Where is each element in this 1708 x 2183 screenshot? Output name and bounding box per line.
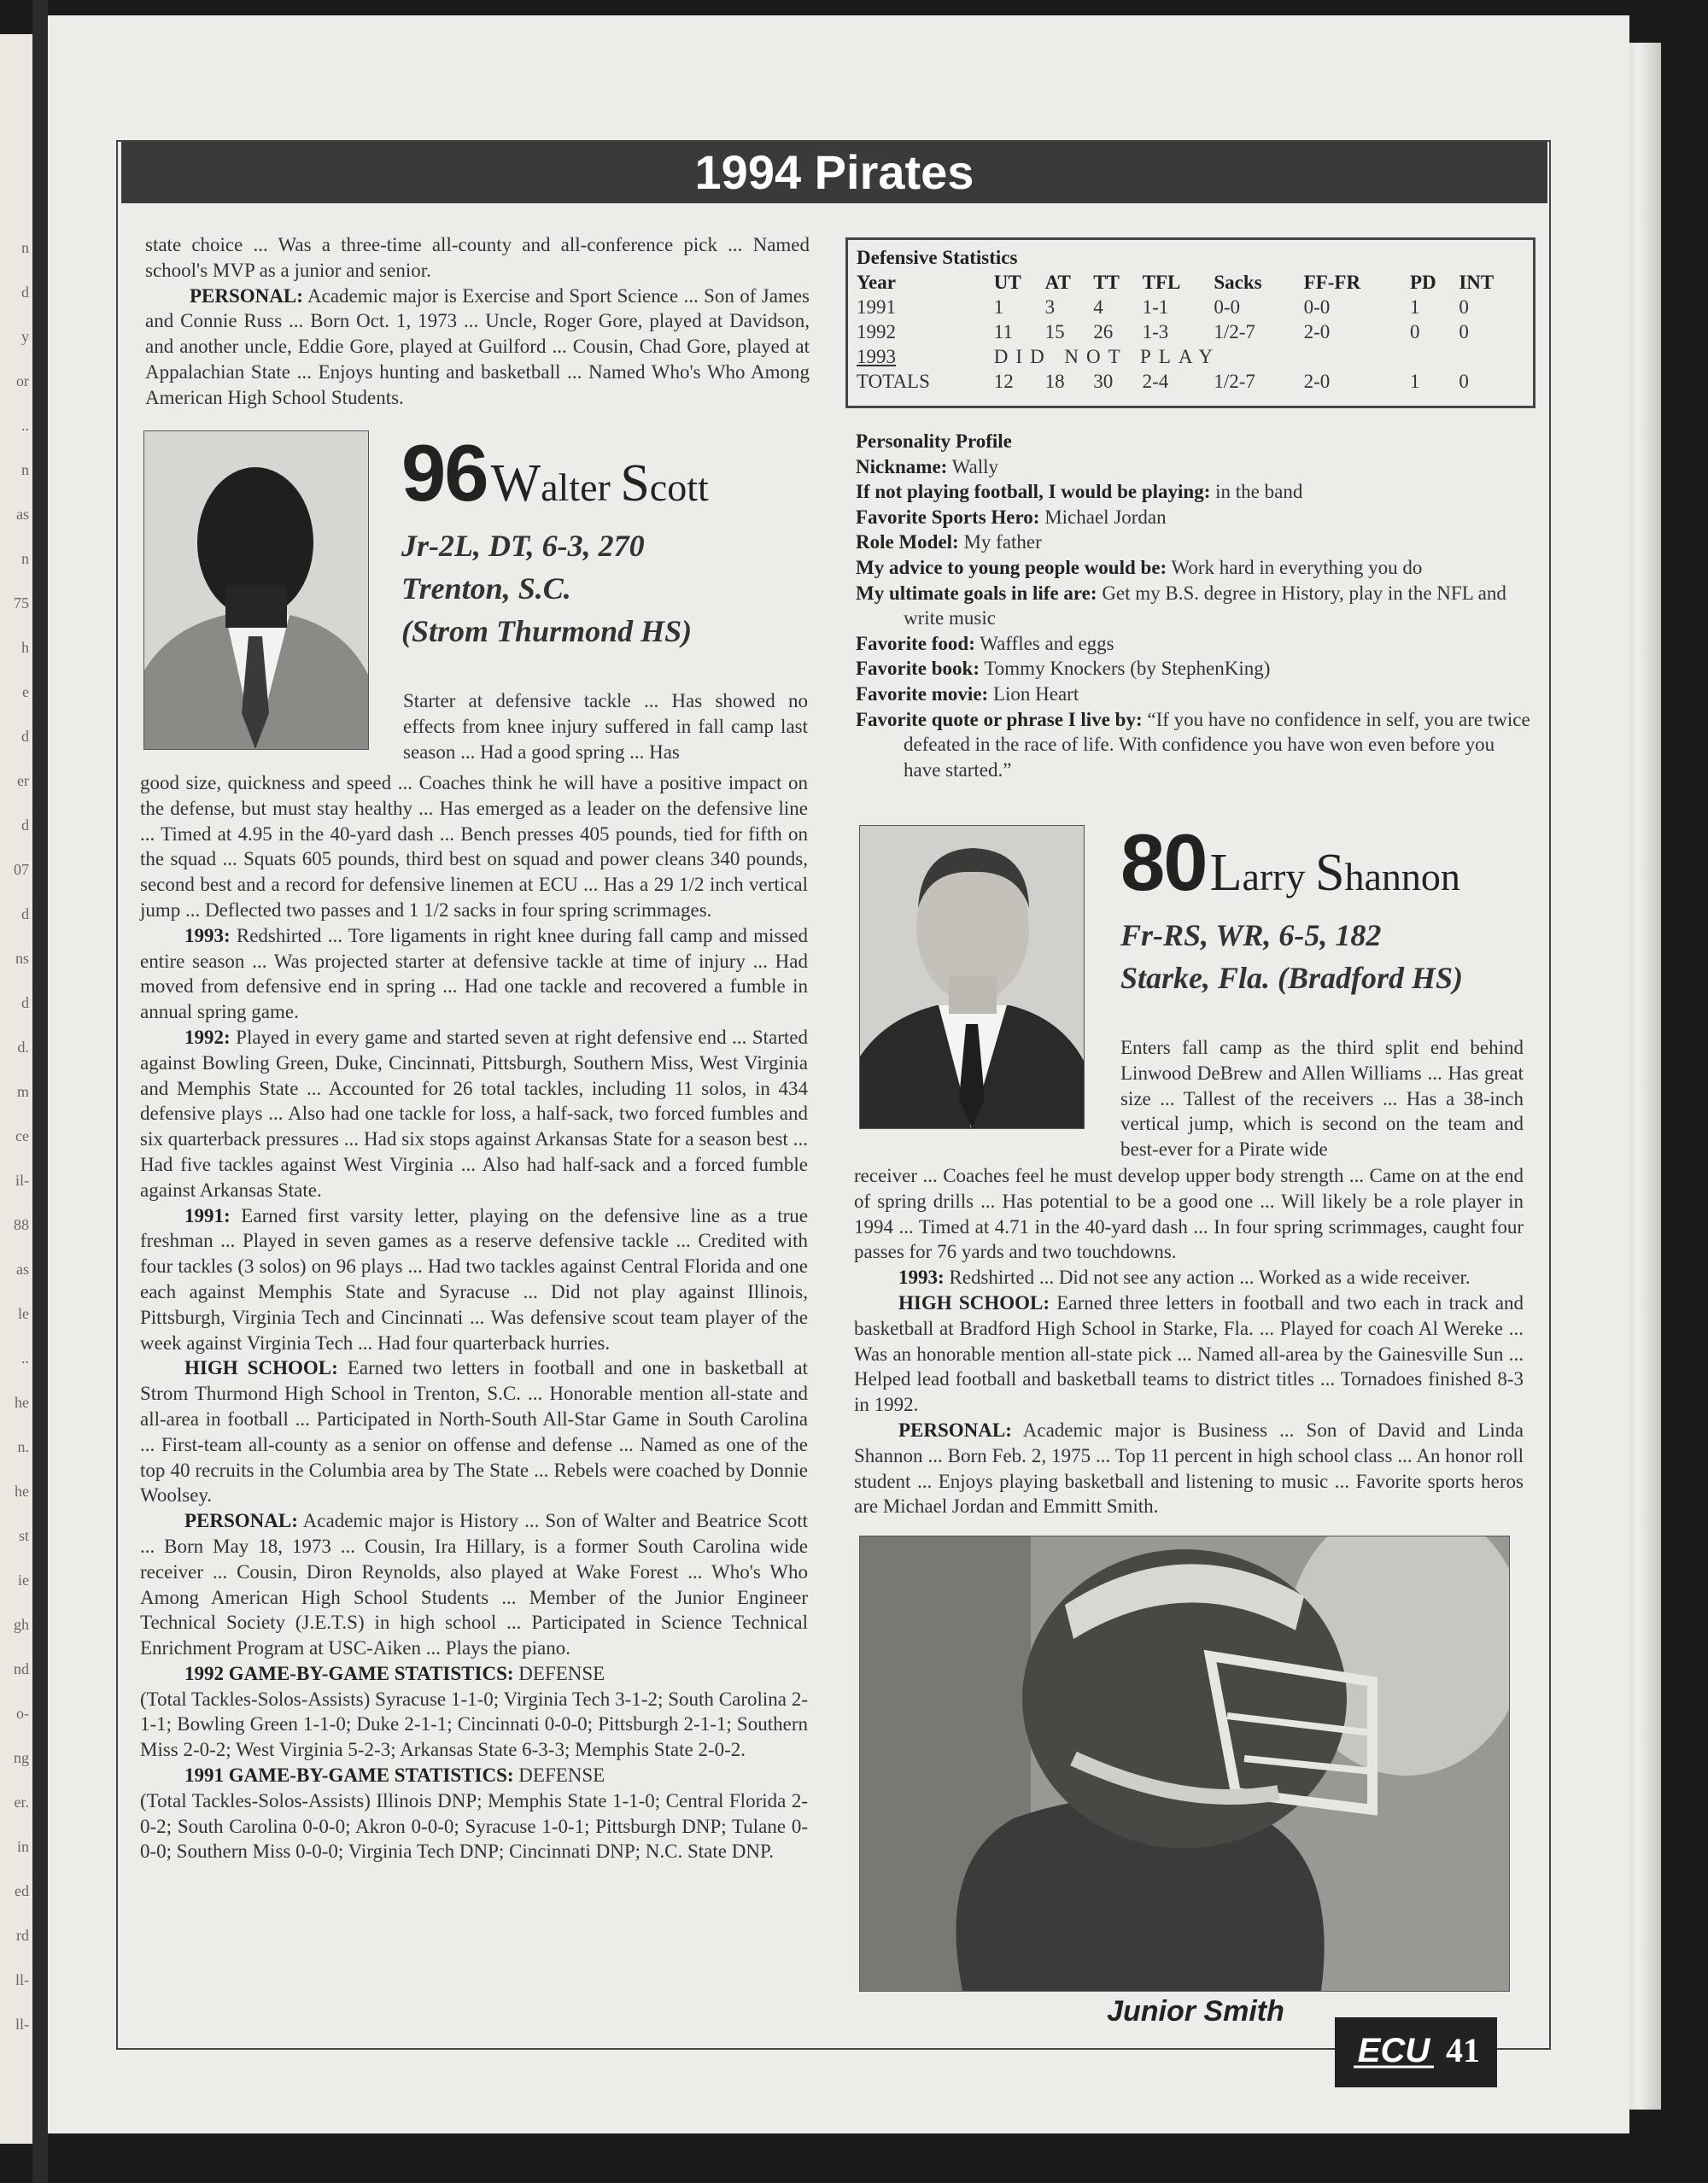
prev-page-fragment: in (16, 1838, 29, 1855)
stats-header-row: Year UT AT TT TFL Sacks FF-FR PD INT (857, 272, 1494, 293)
prev-page-fragment: n (21, 461, 29, 478)
walter-scott-bio (140, 770, 808, 1864)
bio-high-school: HIGH SCHOOL: Earned three letters in football and two each in track and basketball at Bradford High School in Starke, Fla. ... Played for coach Al Wereke ... Was an honorable mention all-state pick ... Named all-area by the Gainesville Sun ... Helped lead football and basketball teams to district titles ... Tornadoes finished 8-3 in 1992. (854, 1291, 1524, 1416)
bio-personal: PERSONAL: Academic major is History ... Son of Walter and Beatrice Scott ... Born May 18, 1973 ... Cousin, Ira Hillary, is a former South Carolina wide receiver ... Cousin, Diron Reynolds, also played at Wake Forest ... Who's Who Among American High School Students ... Member of the Junior Engineer Technical Society (J.E.T.S) in high school ... Participated in Science Technical Enrichment Program at USC-Aiken ... Plays the piano. (140, 1510, 808, 1659)
hometown-line: Starke, Fla. (Bradford HS) (1120, 961, 1464, 995)
prev-page-fragment: gh (14, 1616, 29, 1633)
profile-item: Nickname: Wally (856, 455, 999, 477)
profile-item: If not playing football, I would be playing: in the band (856, 481, 1303, 503)
game-stats-1992-heading: 1992 GAME-BY-GAME STATISTICS: DEFENSE (184, 1662, 605, 1684)
player-info (1120, 914, 1463, 999)
bio-paragraph: good size, quickness and speed ... Coaches think he will have a positive impact on the defense, but must stay healthy ... Has emerged as a leader on the defensive line ... Timed at 4.95 in the 40-yard dash ... Bench presses 405 pounds, tied for fifth on the squad ... Squats 605 pounds, third best on squad and power cleans 340 pounds, second best and a record for defensive linemen at ECU ... Has a 29 1/2 inch vertical jump ... Deflected two passes and 1 1/2 sacks in four spring scrimmages. (140, 772, 808, 921)
prev-page-fragment: d (21, 994, 29, 1011)
scott-intro-text: Starter at defensive tackle ... Has showed no effects from knee injury suffered in fall camp last season ... Had a good spring ... Has (403, 690, 808, 763)
larry-shannon-nameblock (1120, 816, 1463, 999)
prev-page-fragment: m (16, 1083, 29, 1100)
prev-page-fragment: d (21, 728, 29, 745)
larry-shannon-photo (859, 825, 1085, 1129)
profile-title: Personality Profile (856, 430, 1012, 452)
prev-page-fragment: ns (15, 950, 29, 967)
prev-page-fragment: .. (21, 417, 29, 434)
prev-page-fragment: 88 (14, 1216, 29, 1233)
game-stats-1992: (Total Tackles-Solos-Assists) Syracuse 1-1-0; Virginia Tech 3-1-2; South Carolina 2-1-1; Bowling Green 1-1-0; Duke 2-1-1; Cincinnati 0-0-0; Pittsburgh 2-1-1; Southern Miss 2-0-2; West Virginia 5-2-3; Arkansas State 6-3-3; Memphis State 2-0-2. (140, 1688, 808, 1761)
svg-text:ECU: ECU (1357, 2032, 1430, 2069)
jersey-number: 80 (1120, 817, 1207, 907)
prev-page-fragment: as (16, 506, 29, 523)
profile-item: Favorite book: Tommy Knockers (by StephenKing) (856, 658, 1271, 680)
player-info (401, 524, 709, 653)
prev-page-fragment: ng (14, 1749, 29, 1766)
ecu-logo (1348, 2029, 1439, 2072)
larry-shannon-bio (854, 1163, 1524, 1519)
profile-item: Favorite movie: Lion Heart (856, 682, 1079, 705)
bio-1993: 1993: Redshirted ... Tore ligaments in right knee during fall camp and missed entire season ... Was projected starter at defensive tackle at time of injury ... Had moved from defensive end in spring ... Had one tackle and recovered a fumble in annual spring game. (140, 924, 808, 1023)
profile-item: Role Model: My father (856, 531, 1042, 553)
profile-item: Favorite Sports Hero: Michael Jordan (856, 506, 1167, 528)
prev-page-fragment: as (16, 1261, 29, 1278)
bio-1992: 1992: Played in every game and started seven at right defensive end ... Started against Bowling Green, Duke, Cincinnati, Pittsburgh, Southern Miss, West Virginia and Memphis State ... Accounted for 26 total tackles, including 11 solos, in 434 defensive plays ... Also had one tackle for loss, a half-sack, two forced fumbles and six quarterback pressures ... Had six stops against Arkansas State for a season best ... Had five tackles against West Virginia ... Also had half-sack and a forced fumble against Arkansas State. (140, 1026, 808, 1201)
shannon-intro-text: Enters fall camp as the third split end behind Linwood DeBrew and Allen Williams ... Has great size ... Tallest of the receivers ... Has a 38-inch vertical jump, which is second on the team and best-ever for a Pirate wide (1120, 1037, 1524, 1161)
prev-page-fragment: ll- (15, 1971, 29, 1988)
high-school-line: (Strom Thurmond HS) (401, 614, 693, 648)
prev-page-fragment: 07 (14, 861, 29, 878)
profile-item: My advice to young people would be: Work hard in everything you do (856, 556, 1423, 578)
player-name: Walter Scott (490, 454, 709, 512)
prev-page-fragment: le (18, 1305, 29, 1322)
prev-page-fragment: he (15, 1394, 29, 1411)
action-photo-junior-smith (859, 1536, 1510, 1992)
prev-page-fragment: n (21, 550, 29, 567)
prev-page-fragment: er. (14, 1794, 29, 1811)
prev-page-fragment: nd (14, 1660, 29, 1677)
page-number: 41 (1446, 2031, 1480, 2069)
intro-paragraph: state choice ... Was a three-time all-county and all-conference pick ... Named school's MVP as a junior and senior. (145, 234, 810, 281)
bio-1991: 1991: Earned first varsity letter, playing on the defensive line as a true freshman ... Played in seven games as a reserve defensive tackle ... Credited with four tackles (3 solos) on 96 plays ... Had two tackles against Central Florida and one each against Memphis State and Syracuse ... Did not play against Illinois, Pittsburgh, Virginia Tech and Cincinnati ... Was defensive scout team player of the week against Virginia Tech ... Had four quarterback hurries. (140, 1204, 808, 1354)
prev-page-fragment: d (21, 905, 29, 922)
player-name: Larry Shannon (1209, 844, 1460, 902)
prev-page-fragment: d (21, 284, 29, 301)
stats-table (857, 270, 1524, 394)
page-banner-title: 1994 Pirates (121, 142, 1547, 203)
stats-title: Defensive Statistics (857, 247, 1018, 268)
prev-page-fragment: 75 (14, 594, 29, 612)
prev-page-fragment: n. (17, 1438, 29, 1455)
stats-row: 1992 11 15 26 1-3 1/2-7 2-0 0 0 (857, 321, 1469, 342)
stats-row-dnp: 1993 DID NOT PLAY (857, 346, 1220, 367)
prev-page-fragment: y (21, 328, 29, 345)
prev-page-fragment: e (22, 683, 29, 700)
jersey-number: 96 (401, 428, 488, 518)
bio-high-school: HIGH SCHOOL: Earned two letters in football and one in basketball at Strom Thurmond High School in Trenton, S.C. ... Honorable mention all-state and all-area in football ... Participated in North-South All-Star Game in South Carolina ... First-team all-county as a senior on offense and defense ... Named as one of the top 40 recruits in the Columbia area by The State ... Rebels were coached by Donnie Woolsey. (140, 1357, 808, 1507)
position-line: Jr-2L, DT, 6-3, 270 (401, 529, 645, 563)
prev-page-fragment: he (15, 1483, 29, 1500)
defensive-stats-box (845, 237, 1535, 408)
bio-1993: 1993: Redshirted ... Did not see any action ... Worked as a wide receiver. (898, 1267, 1471, 1289)
game-stats-1991-heading: 1991 GAME-BY-GAME STATISTICS: DEFENSE (184, 1765, 605, 1787)
prev-page-fragment: d. (17, 1039, 29, 1056)
bio-paragraph: receiver ... Coaches feel he must develop upper body strength ... Came on at the end of spring drills ... Has potential to be a good one ... Will likely be a role player in 1994 ... Timed at 4.71 in the 40-yard dash ... In four spring scrimmages, caught four passes for 76 yards and two touchdowns. (854, 1165, 1524, 1263)
walter-scott-photo (143, 430, 369, 750)
prev-page-fragment: h (21, 639, 29, 656)
page-number-badge (1335, 2017, 1497, 2087)
prev-page-fragment: ce (15, 1127, 29, 1144)
prev-page-fragment: ll- (15, 2016, 29, 2033)
prev-page-fragment: rd (16, 1927, 29, 1944)
stats-row: 1991 1 3 4 1-1 0-0 0-0 1 0 (857, 296, 1469, 318)
personal-text: Academic major is Exercise and Sport Science ... Son of James and Connie Russ ... Born Oct. 1, 1973 ... Uncle, Roger Gore, played at Davidson, and another uncle, Eddie Gore, played at Guilford ... Cousin, Chad Gore, played at Appalachian State ... Enjoys hunting and basketball ... Named Who's Who Among American High School Students. (145, 284, 810, 408)
position-line: Fr-RS, WR, 6-5, 182 (1120, 918, 1382, 952)
prev-page-fragment: ie (18, 1571, 29, 1589)
walter-scott-nameblock (401, 427, 709, 653)
profile-item: My ultimate goals in life are: Get my B.S. degree in History, play in the NFL and write music (856, 582, 1506, 629)
prev-page-fragment: er (17, 772, 29, 789)
previous-page-edge (0, 34, 34, 2144)
prev-page-fragment: d (21, 816, 29, 834)
prev-page-fragment: n (21, 239, 29, 256)
hometown-line: Trenton, S.C. (401, 571, 571, 606)
prev-page-fragment: o- (16, 1705, 29, 1722)
stats-totals-row: TOTALS 12 18 30 2-4 1/2-7 2-0 1 0 (857, 371, 1469, 392)
prev-page-fragment: il- (15, 1172, 29, 1189)
personality-profile (856, 429, 1530, 782)
profile-item: Favorite quote or phrase I live by: “If you have no confidence in self, you are twice defeated in the race of life. With confidence you have won even before you have started.” (856, 708, 1530, 781)
prev-page-fragment: st (18, 1527, 29, 1544)
profile-item: Favorite food: Waffles and eggs (856, 632, 1114, 654)
intro-personal (145, 284, 810, 411)
book-spine (32, 0, 48, 2183)
prev-page-fragment: ed (15, 1882, 29, 1899)
bio-personal: PERSONAL: Academic major is Business ... Son of David and Linda Shannon ... Born Feb. 2, 1975 ... Top 11 percent in high school class ... An honor roll student ... Enjoys playing basketball and listening to music ... Favorite sports heros are Michael Jordan and Emmitt Smith. (854, 1419, 1524, 1518)
photo-caption: Junior Smith (1107, 1995, 1284, 2028)
prev-page-fragment: or (16, 372, 29, 389)
prev-page-fragment: .. (21, 1349, 29, 1367)
personal-label: PERSONAL: (190, 284, 303, 307)
intro-text (145, 232, 810, 411)
game-stats-1991: (Total Tackles-Solos-Assists) Illinois DNP; Memphis State 1-1-0; Central Florida 2-0-2; South Carolina 0-0-0; Akron 0-0-0; Syracuse 1-0-1; Pittsburgh DNP; Tulane 0-0-0; Southern Miss 0-0-0; Virginia Tech DNP; Cincinnati DNP; N.C. State DNP. (140, 1789, 808, 1863)
